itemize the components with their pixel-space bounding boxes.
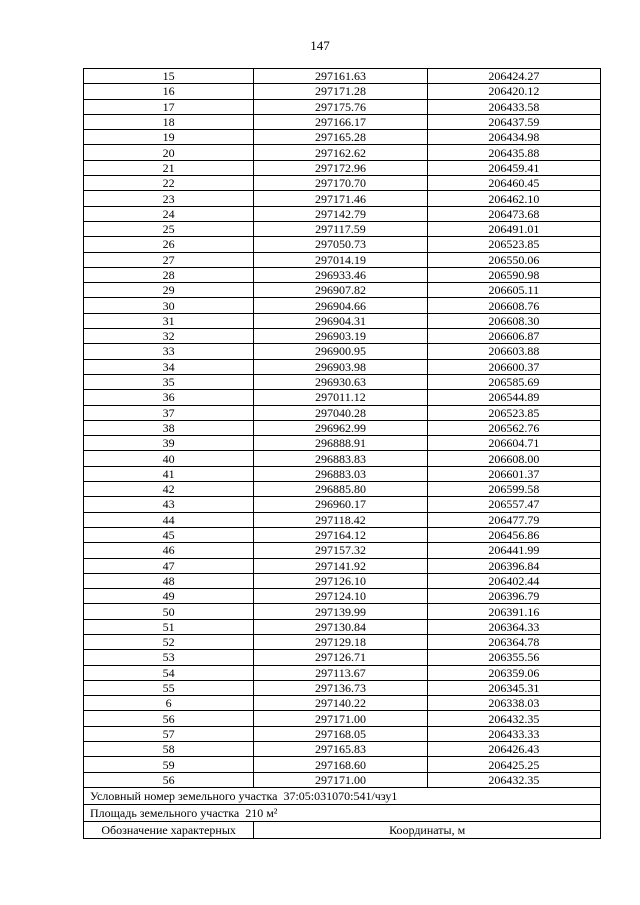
y-coordinate-cell: 206599.58: [427, 482, 600, 497]
point-number-cell: 27: [84, 252, 254, 267]
point-number-cell: 48: [84, 573, 254, 588]
point-number-cell: 53: [84, 650, 254, 665]
y-coordinate-cell: 206364.33: [427, 619, 600, 634]
y-coordinate-cell: 206433.33: [427, 726, 600, 741]
page-number: 147: [310, 38, 330, 53]
x-coordinate-cell: 297050.73: [254, 237, 427, 252]
y-coordinate-cell: 206585.69: [427, 374, 600, 389]
table-row: [84, 742, 601, 757]
table-row: [84, 130, 601, 145]
x-coordinate-cell: 297162.62: [254, 145, 427, 160]
y-coordinate-cell: 206420.12: [427, 84, 600, 99]
table-row: [84, 160, 601, 175]
y-coordinate-cell: 206523.85: [427, 237, 600, 252]
table-row: [84, 145, 601, 160]
x-coordinate-cell: 297168.60: [254, 757, 427, 772]
conditional-number-value: 37:05:031070:541/чзу1: [283, 788, 398, 803]
x-coordinate-cell: 297118.42: [254, 512, 427, 527]
y-coordinate-cell: 206603.88: [427, 344, 600, 359]
x-coordinate-cell: 297168.05: [254, 726, 427, 741]
x-coordinate-cell: 296930.63: [254, 374, 427, 389]
y-coordinate-cell: 206364.78: [427, 634, 600, 649]
point-number-cell: 51: [84, 619, 254, 634]
table-row: [84, 221, 601, 236]
table-row: [84, 436, 601, 451]
point-number-cell: 18: [84, 114, 254, 129]
point-number-cell: 41: [84, 466, 254, 481]
point-number-cell: 21: [84, 160, 254, 175]
point-number-cell: 24: [84, 206, 254, 221]
table-row: [84, 543, 601, 558]
table-row: [84, 772, 601, 787]
coordinates-table: [83, 68, 601, 839]
x-coordinate-cell: 296933.46: [254, 267, 427, 282]
point-number-cell: 28: [84, 267, 254, 282]
y-coordinate-cell: 206456.86: [427, 527, 600, 542]
x-coordinate-cell: 297014.19: [254, 252, 427, 267]
x-coordinate-cell: 296907.82: [254, 283, 427, 298]
y-coordinate-cell: 206435.88: [427, 145, 600, 160]
y-coordinate-cell: 206608.30: [427, 313, 600, 328]
table-row: [84, 757, 601, 772]
table-row: [84, 619, 601, 634]
table-row: [84, 252, 601, 267]
table-row: [84, 604, 601, 619]
point-number-cell: 35: [84, 374, 254, 389]
point-number-cell: 59: [84, 757, 254, 772]
table-row: [84, 114, 601, 129]
point-number-cell: 31: [84, 313, 254, 328]
table-row: [84, 726, 601, 741]
table-row: [84, 313, 601, 328]
y-coordinate-cell: 206601.37: [427, 466, 600, 481]
table-row: [84, 527, 601, 542]
x-coordinate-cell: 297142.79: [254, 206, 427, 221]
table-row: [84, 176, 601, 191]
conditional-number-cell: [84, 787, 601, 804]
x-coordinate-cell: 297124.10: [254, 589, 427, 604]
y-coordinate-cell: 206424.27: [427, 69, 600, 84]
x-coordinate-cell: 297171.28: [254, 84, 427, 99]
x-coordinate-cell: 297126.71: [254, 650, 427, 665]
table-row: [84, 420, 601, 435]
conditional-number-row: [84, 787, 601, 804]
point-number-cell: 15: [84, 69, 254, 84]
table-row: [84, 298, 601, 313]
point-number-cell: 40: [84, 451, 254, 466]
x-coordinate-cell: 297165.83: [254, 742, 427, 757]
x-coordinate-cell: 296883.03: [254, 466, 427, 481]
table-row: [84, 711, 601, 726]
x-coordinate-cell: 297140.22: [254, 696, 427, 711]
x-coordinate-cell: 297172.96: [254, 160, 427, 175]
point-number-cell: 26: [84, 237, 254, 252]
x-coordinate-cell: 297139.99: [254, 604, 427, 619]
point-number-cell: 47: [84, 558, 254, 573]
point-number-cell: 32: [84, 329, 254, 344]
y-coordinate-cell: 206523.85: [427, 405, 600, 420]
y-coordinate-cell: 206608.76: [427, 298, 600, 313]
y-coordinate-cell: 206338.03: [427, 696, 600, 711]
table-row: [84, 329, 601, 344]
table-row: [84, 237, 601, 252]
header-row: [84, 821, 601, 838]
y-coordinate-cell: 206605.11: [427, 283, 600, 298]
area-cell: [84, 804, 601, 821]
header-coordinates: Координаты, м: [254, 821, 601, 838]
x-coordinate-cell: 297165.28: [254, 130, 427, 145]
table-row: [84, 283, 601, 298]
area-label: Площадь земельного участка: [90, 805, 240, 820]
table-row: [84, 451, 601, 466]
y-coordinate-cell: 206590.98: [427, 267, 600, 282]
point-number-cell: 54: [84, 665, 254, 680]
y-coordinate-cell: 206437.59: [427, 114, 600, 129]
table-row: [84, 267, 601, 282]
table-row: [84, 99, 601, 114]
table-row: [84, 497, 601, 512]
x-coordinate-cell: 297171.46: [254, 191, 427, 206]
table-row: [84, 374, 601, 389]
y-coordinate-cell: 206426.43: [427, 742, 600, 757]
y-coordinate-cell: 206550.06: [427, 252, 600, 267]
point-number-cell: 42: [84, 482, 254, 497]
y-coordinate-cell: 206462.10: [427, 191, 600, 206]
table-row: [84, 482, 601, 497]
y-coordinate-cell: 206600.37: [427, 359, 600, 374]
x-coordinate-cell: 297157.32: [254, 543, 427, 558]
point-number-cell: 45: [84, 527, 254, 542]
point-number-cell: 49: [84, 589, 254, 604]
table-row: [84, 84, 601, 99]
x-coordinate-cell: 297170.70: [254, 176, 427, 191]
x-coordinate-cell: 297166.17: [254, 114, 427, 129]
x-coordinate-cell: 296903.19: [254, 329, 427, 344]
y-coordinate-cell: 206608.00: [427, 451, 600, 466]
point-number-cell: 50: [84, 604, 254, 619]
point-number-cell: 38: [84, 420, 254, 435]
y-coordinate-cell: 206432.35: [427, 772, 600, 787]
y-coordinate-cell: 206391.16: [427, 604, 600, 619]
y-coordinate-cell: 206359.06: [427, 665, 600, 680]
point-number-cell: 19: [84, 130, 254, 145]
point-number-cell: 17: [84, 99, 254, 114]
table-row: [84, 466, 601, 481]
y-coordinate-cell: 206562.76: [427, 420, 600, 435]
x-coordinate-cell: 296883.83: [254, 451, 427, 466]
point-number-cell: 43: [84, 497, 254, 512]
x-coordinate-cell: 297040.28: [254, 405, 427, 420]
x-coordinate-cell: 297161.63: [254, 69, 427, 84]
y-coordinate-cell: 206433.58: [427, 99, 600, 114]
x-coordinate-cell: 297130.84: [254, 619, 427, 634]
table-row: [84, 665, 601, 680]
point-number-cell: 57: [84, 726, 254, 741]
area-row: [84, 804, 601, 821]
x-coordinate-cell: 296904.31: [254, 313, 427, 328]
x-coordinate-cell: 296900.95: [254, 344, 427, 359]
y-coordinate-cell: 206402.44: [427, 573, 600, 588]
table-row: [84, 405, 601, 420]
y-coordinate-cell: 206460.45: [427, 176, 600, 191]
point-number-cell: 55: [84, 680, 254, 695]
point-number-cell: 29: [84, 283, 254, 298]
y-coordinate-cell: 206491.01: [427, 221, 600, 236]
table-row: [84, 191, 601, 206]
y-coordinate-cell: 206432.35: [427, 711, 600, 726]
x-coordinate-cell: 297136.73: [254, 680, 427, 695]
point-number-cell: 20: [84, 145, 254, 160]
x-coordinate-cell: 297126.10: [254, 573, 427, 588]
point-number-cell: 34: [84, 359, 254, 374]
x-coordinate-cell: 297117.59: [254, 221, 427, 236]
table-row: [84, 696, 601, 711]
y-coordinate-cell: 206396.84: [427, 558, 600, 573]
x-coordinate-cell: 297175.76: [254, 99, 427, 114]
point-number-cell: 36: [84, 390, 254, 405]
table-row: [84, 344, 601, 359]
point-number-cell: 23: [84, 191, 254, 206]
y-coordinate-cell: 206606.87: [427, 329, 600, 344]
point-number-cell: 22: [84, 176, 254, 191]
x-coordinate-cell: 297011.12: [254, 390, 427, 405]
y-coordinate-cell: 206355.56: [427, 650, 600, 665]
y-coordinate-cell: 206557.47: [427, 497, 600, 512]
y-coordinate-cell: 206345.31: [427, 680, 600, 695]
table-row: [84, 558, 601, 573]
x-coordinate-cell: 296903.98: [254, 359, 427, 374]
y-coordinate-cell: 206604.71: [427, 436, 600, 451]
table-row: [84, 512, 601, 527]
x-coordinate-cell: 297171.00: [254, 772, 427, 787]
x-coordinate-cell: 297164.12: [254, 527, 427, 542]
table-row: [84, 69, 601, 84]
x-coordinate-cell: 296904.66: [254, 298, 427, 313]
y-coordinate-cell: 206544.89: [427, 390, 600, 405]
y-coordinate-cell: 206477.79: [427, 512, 600, 527]
table-row: [84, 634, 601, 649]
point-number-cell: 58: [84, 742, 254, 757]
point-number-cell: 16: [84, 84, 254, 99]
header-designation: Обозначение характерных: [84, 821, 254, 838]
x-coordinate-cell: 296888.91: [254, 436, 427, 451]
point-number-cell: 39: [84, 436, 254, 451]
point-number-cell: 44: [84, 512, 254, 527]
point-number-cell: 33: [84, 344, 254, 359]
table-row: [84, 206, 601, 221]
table-row: [84, 359, 601, 374]
x-coordinate-cell: 297129.18: [254, 634, 427, 649]
x-coordinate-cell: 296885.80: [254, 482, 427, 497]
point-number-cell: 46: [84, 543, 254, 558]
table-row: [84, 390, 601, 405]
point-number-cell: 25: [84, 221, 254, 236]
point-number-cell: 52: [84, 634, 254, 649]
conditional-number-label: Условный номер земельного участка: [90, 788, 278, 803]
x-coordinate-cell: 297171.00: [254, 711, 427, 726]
x-coordinate-cell: 296962.99: [254, 420, 427, 435]
point-number-cell: 37: [84, 405, 254, 420]
y-coordinate-cell: 206459.41: [427, 160, 600, 175]
y-coordinate-cell: 206473.68: [427, 206, 600, 221]
point-number-cell: 6: [84, 696, 254, 711]
y-coordinate-cell: 206434.98: [427, 130, 600, 145]
table-row: [84, 680, 601, 695]
area-value: 210 м²: [245, 805, 278, 820]
x-coordinate-cell: 296960.17: [254, 497, 427, 512]
table-row: [84, 650, 601, 665]
y-coordinate-cell: 206396.79: [427, 589, 600, 604]
y-coordinate-cell: 206441.99: [427, 543, 600, 558]
y-coordinate-cell: 206425.25: [427, 757, 600, 772]
table-row: [84, 573, 601, 588]
point-number-cell: 56: [84, 711, 254, 726]
point-number-cell: 30: [84, 298, 254, 313]
x-coordinate-cell: 297141.92: [254, 558, 427, 573]
coordinates-table-body: [84, 69, 601, 788]
x-coordinate-cell: 297113.67: [254, 665, 427, 680]
table-row: [84, 589, 601, 604]
point-number-cell: 56: [84, 772, 254, 787]
